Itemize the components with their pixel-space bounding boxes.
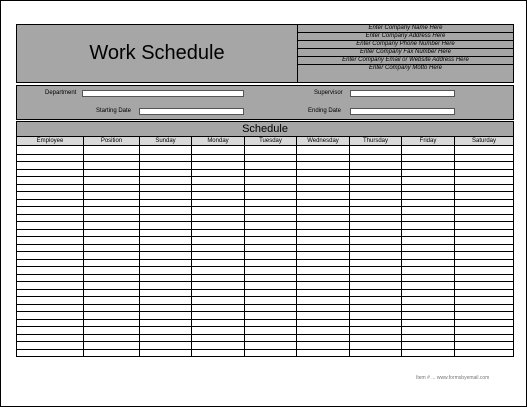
table-row (17, 236, 513, 237)
column-header-position: Position (84, 137, 140, 145)
table-row (17, 221, 513, 222)
table-row (17, 319, 513, 320)
column-header-friday: Friday (402, 137, 455, 145)
title-cell (17, 25, 298, 82)
table-row (17, 296, 513, 297)
header-block (16, 24, 514, 83)
supervisor-field[interactable] (350, 90, 455, 97)
company-info (298, 25, 513, 82)
info-block (16, 85, 514, 120)
table-row (17, 176, 513, 177)
table-row (17, 259, 513, 260)
page-title: Work Schedule (89, 42, 225, 64)
column-header-saturday: Saturday (471, 138, 496, 144)
column-header-employee: Employee (17, 137, 84, 145)
column-header-wednesday: Wednesday (297, 137, 350, 145)
ending-date-field[interactable] (350, 108, 455, 115)
table-row (17, 266, 513, 267)
department-label: Department (45, 90, 77, 96)
column-headers (17, 137, 513, 146)
table-row (17, 154, 513, 155)
supervisor-label: Supervisor (314, 90, 343, 96)
schedule-grid[interactable] (17, 146, 513, 356)
table-row (17, 206, 513, 207)
company-phone-line[interactable]: Enter Company Phone Number Here (298, 41, 513, 49)
table-row (17, 184, 513, 185)
company-fax-line[interactable]: Enter Company Fax Number Here (298, 49, 513, 57)
starting-date-label: Starting Date (96, 108, 132, 114)
column-header-sunday: Sunday (140, 137, 192, 145)
department-field[interactable] (82, 90, 244, 97)
table-row (17, 169, 513, 170)
table-row (17, 251, 513, 252)
table-row (17, 229, 513, 230)
column-header-monday: Monday (192, 137, 245, 145)
column-header-tuesday: Tuesday (245, 137, 297, 145)
company-motto-line[interactable]: Enter Company Motto Here (368, 65, 443, 72)
table-row (17, 214, 513, 215)
table-row (17, 311, 513, 312)
table-row (17, 161, 513, 162)
table-row (17, 289, 513, 290)
table-row (17, 199, 513, 200)
table-row (17, 326, 513, 327)
schedule-title: Schedule (17, 122, 513, 137)
table-row (17, 281, 513, 282)
column-header-thursday: Thursday (350, 137, 402, 145)
table-row (17, 341, 513, 342)
starting-date-field[interactable] (139, 108, 244, 115)
table-row (17, 304, 513, 305)
table-row (17, 349, 513, 350)
schedule-table (16, 121, 514, 357)
table-row (17, 244, 513, 245)
company-name-line[interactable]: Enter Company Name Here (298, 25, 513, 33)
ending-date-label: Ending Date (308, 108, 342, 114)
company-address-line[interactable]: Enter Company Address Here (298, 33, 513, 41)
footer-text: Item # ... www.formsbyemail.com (416, 375, 490, 381)
company-email-line[interactable]: Enter Company Email or Website Address Here (298, 57, 513, 65)
table-row (17, 274, 513, 275)
table-row (17, 191, 513, 192)
table-row (17, 334, 513, 335)
